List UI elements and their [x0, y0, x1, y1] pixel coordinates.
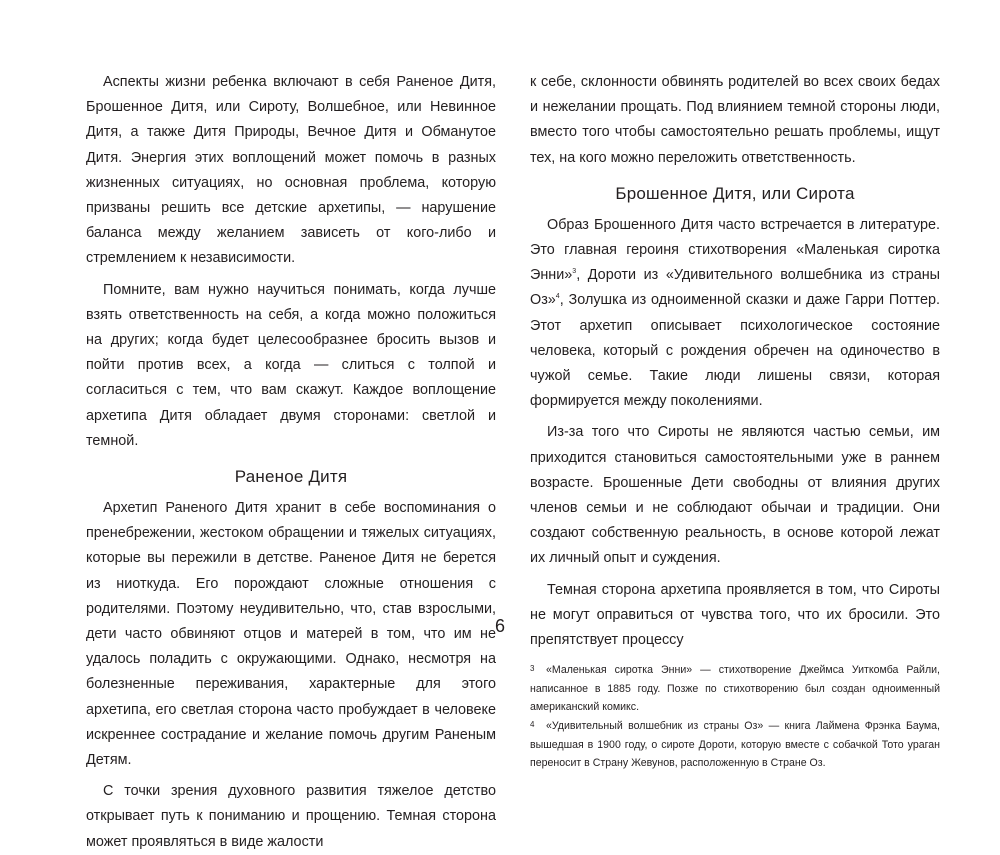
page-number: 6 [494, 616, 505, 636]
footnote-text: «Удивительный волшебник из страны Оз» — книга Лаймена Фрэнка Баума, вышедшая в 1900 году, о сироте Дороти, которую вместе с собачкой Тото ураган переносит в Страну Жевунов, расположенную в Стране Оз. [530, 720, 940, 770]
paragraph: Темная сторона архетипа проявляется в том, что Сироты не могут оправиться от чувства того, что их бросили. Это препятствует процессу [530, 581, 940, 649]
paragraph: Архетип Раненого Дитя хранит в себе воспоминания о пренебрежении, жестоком обращении и тяжелых ситуациях, которые вы пережили в детстве. Раненое Дитя не берется из ниоткуда. Его порождают сложные отношения с родителями. Поэтому неудивительно, что, став взрослыми, дети часто обвиняют отцов и матерей в том, что им не удалось поладить с окружающими. Однако, несмотря на болезненные переживания, характерные для этого архетипа, его светлая сторона часто пробуждает в человеке искреннее сострадание и желание помочь другим Раненым Детям. [86, 500, 496, 769]
paragraph: Из-за того что Сироты не являются частью семьи, им приходится становиться самостоятельными уже в раннем возрасте. Брошенные Дети свободны от влияния других членов семьи и не соблюдают обычаи и традиции. Они создают собственную реальность, в основе которой лежат их личный опыт и суждения. [530, 424, 940, 567]
paragraph: Аспекты жизни ребенка включают в себя Раненое Дитя, Брошенное Дитя, или Сироту, Волшебное, или Невинное Дитя, а также Дитя Природы, Вечное Дитя и Обманутое Дитя. Энергия этих воплощений может помочь в разных жизненных ситуациях, но основная проблема, которую призваны решить все детские архетипы, — нарушение баланса между желанием зависеть от кого-либо и стремлением к независимости. [86, 74, 496, 267]
paragraph-text: Образ Брошенного Дитя часто встречается в литературе. Это главная героиня стихотворения «Маленькая сиротка Энни» [530, 216, 940, 284]
footnote-text: «Маленькая сиротка Энни» — стихотворение Джеймса Уиткомба Райли, написанное в 1885 году. Позже по стихотворению был создан одноименный американский комикс. [530, 664, 940, 714]
footnotes [530, 661, 940, 773]
paragraph-text: , Золушка из одноименной сказки и даже Гарри Поттер. Этот архетип описывает психологическое состояние человека, который с рождения обречен на одиночество в чужой семье. Такие люди лишены связи, которая формируется между поколениями. [530, 292, 940, 410]
section-heading-wounded-child: Раненое Дитя [234, 467, 348, 487]
footnote-number: 3 [530, 664, 535, 674]
section-heading-orphan: Брошенное Дитя, или Сирота [615, 183, 855, 203]
footnote-ref[interactable]: 4 [555, 293, 560, 301]
paragraph [530, 213, 940, 415]
right-column [530, 70, 940, 773]
paragraph-text: , Дороти из «Удивительного волшебника из страны Оз» [530, 267, 940, 309]
paragraph: Помните, вам нужно научиться понимать, когда лучше взять ответственность на себя, а когда можно положиться на других; когда будет целесообразнее бросить вызов и пойти против всех, а когда — слиться с толпой и согласиться с тем, что вам скажут. Каждое воплощение архетипа Дитя обладает двумя сторонами: светлой и темной. [86, 281, 496, 449]
footnote [530, 661, 940, 717]
paragraph: С точки зрения духовного развития тяжелое детство открывает путь к пониманию и прощению. Темная сторона может проявляться в виде жалости [86, 783, 496, 850]
paragraph-continued: к себе, склонности обвинять родителей во всех своих бедах и нежелании прощать. Под влиянием темной стороны люди, вместо того чтобы самостоятельно решать проблемы, ищут тех, на кого можно переложить ответственность. [530, 74, 940, 166]
footnote-ref[interactable]: 3 [572, 268, 577, 276]
footnote [530, 717, 940, 773]
left-column [86, 70, 496, 855]
footnote-number: 4 [530, 720, 535, 730]
